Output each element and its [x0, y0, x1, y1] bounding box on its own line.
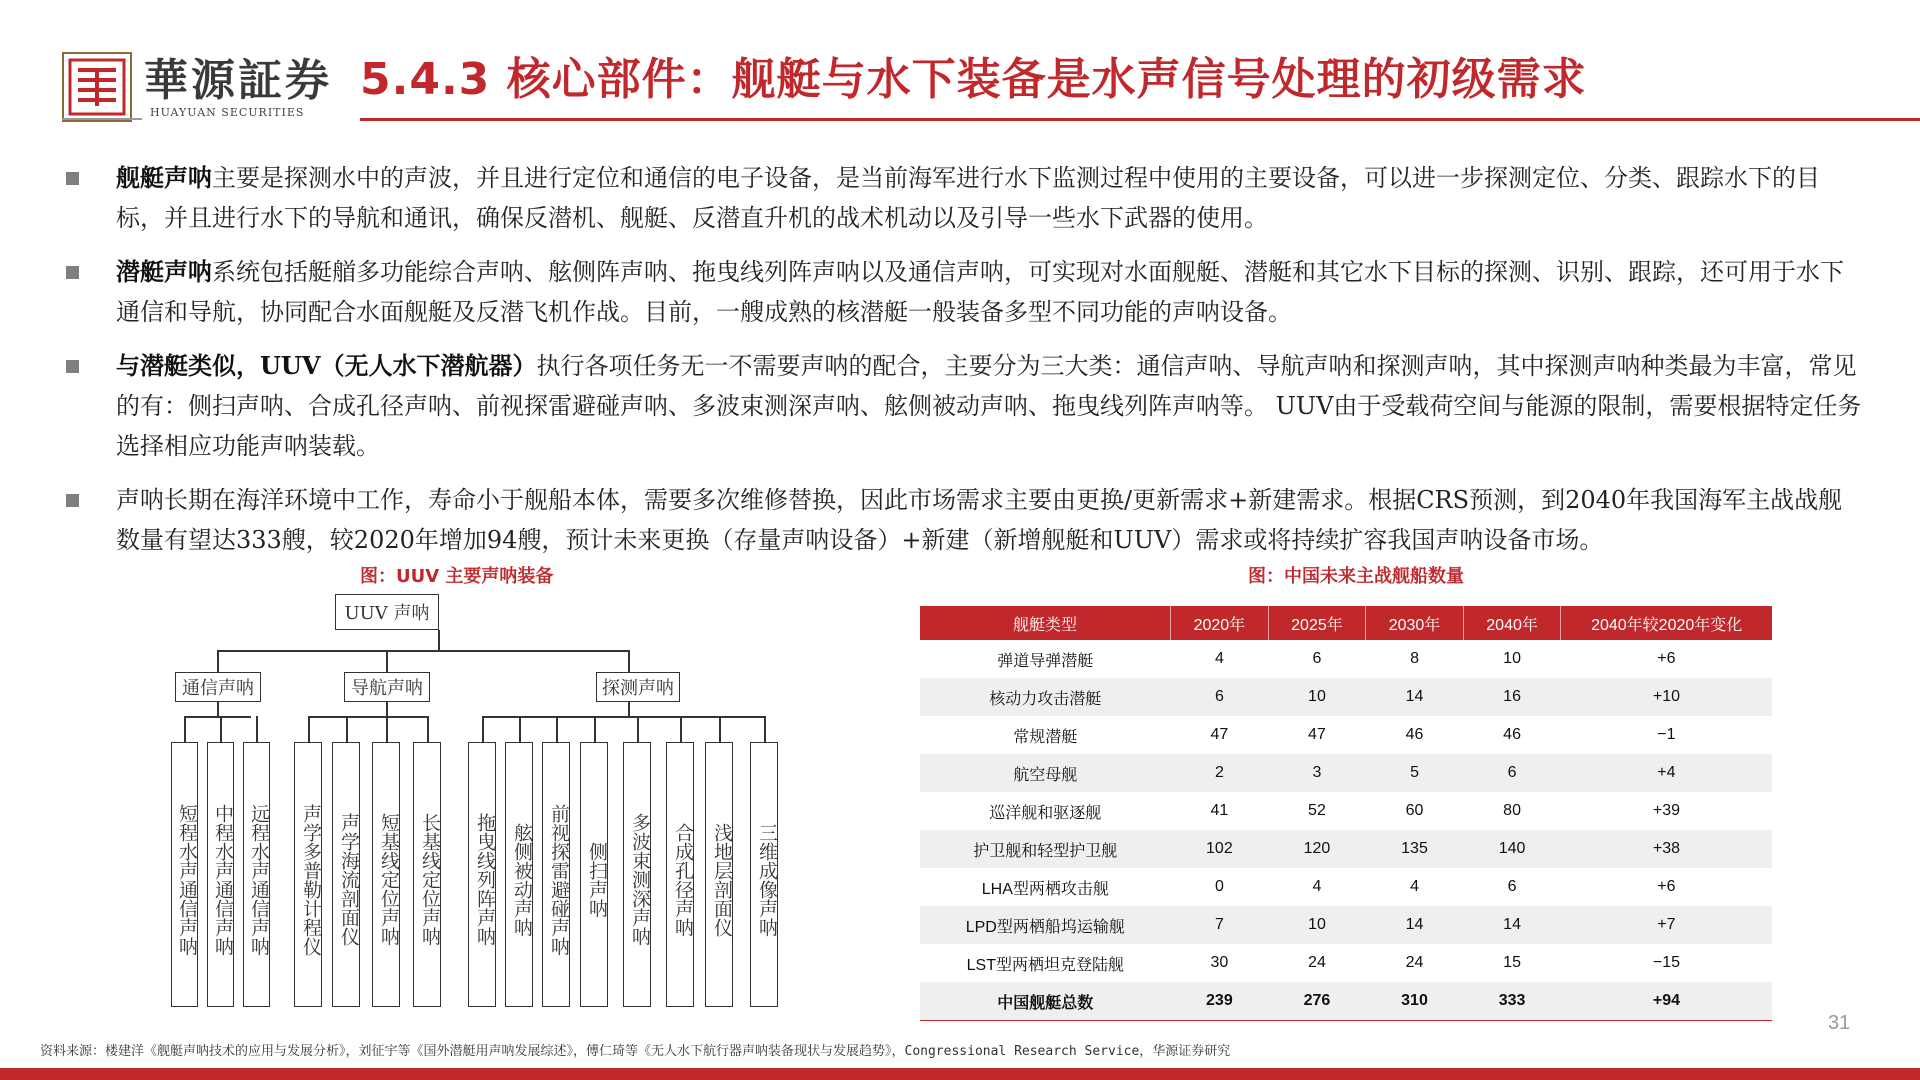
table-header-cell: 舰艇类型 [920, 606, 1171, 640]
table-cell: 4 [1214, 650, 1224, 667]
tree-connector [680, 716, 682, 742]
tree-connector [637, 716, 639, 742]
table-cell: +6 [1657, 878, 1676, 895]
table-cell: 24 [1308, 954, 1326, 971]
tree-connector [386, 716, 388, 742]
bullet-text: 执行各项任务无一不需要声呐的配合，主要分为三大类：通信声呐、导航声呐和探测声呐，其中探测声呐种类最为丰富，常见的有：侧扫声呐、合成孔径声呐、前视探雷避碰声呐、多波束测深声呐、舷侧被动声呐、拖曳线列阵声呐等。 UUV由于受载荷空间与能源的限制，需要根据特定任务选择相应功能声呐装载。 [116, 352, 1862, 460]
tree-group-node: 通信声呐 [175, 672, 261, 702]
table-cell: 14 [1366, 906, 1464, 944]
tree-leaf-node: 声学多普勒计程仪 [294, 742, 322, 1007]
tree-connector [217, 650, 219, 672]
tree-connector [386, 650, 388, 672]
bullet-item [62, 480, 1862, 560]
table-cell: 52 [1308, 802, 1326, 819]
tree-connector [628, 650, 630, 672]
tree-connector [308, 716, 428, 718]
table-header-cell: 2030年 [1366, 606, 1464, 640]
tree-connector [427, 716, 429, 742]
company-name: 華源証券 [144, 55, 332, 106]
tree-connector [556, 716, 558, 742]
table-row-label: LPD型两栖船坞运输舰 [920, 906, 1171, 944]
warship-count-table [920, 606, 1772, 1021]
table-cell: 10 [1268, 678, 1366, 716]
tree-connector [184, 716, 186, 742]
tree-connector [594, 716, 596, 742]
table-cell: 6 [1312, 650, 1322, 667]
table-header-cell: 2040年 [1463, 606, 1561, 640]
header-divider [360, 118, 1920, 121]
table-row-label: 巡洋舰和驱逐舰 [989, 804, 1102, 822]
table-cell: 102 [1171, 830, 1269, 868]
table-cell: 30 [1210, 954, 1229, 971]
figure-caption-left: 图：UUV 主要声呐装备 [360, 566, 554, 587]
table-cell: +39 [1652, 802, 1680, 819]
bullet-square-icon [66, 360, 79, 373]
table-row-label: 航空母舰 [920, 754, 1171, 792]
tree-leaf-node: 浅地层剖面仪 [705, 742, 733, 1007]
table-row [920, 792, 1772, 830]
table-row [920, 944, 1772, 982]
table-cell: 47 [1308, 726, 1326, 743]
bullet-item [62, 346, 1862, 466]
table-cell: 4 [1312, 878, 1322, 895]
table-cell: 15 [1503, 954, 1521, 971]
table-cell: 140 [1463, 830, 1561, 868]
bullet-text: 主要是探测水中的声波，并且进行定位和通信的电子设备，是当前海军进行水下监测过程中使用的主要设备，可以进一步探测定位、分类、跟踪水下的目标，并且进行水下的导航和通讯，确保反潜机、舰艇、反潜直升机的战术机动以及引导一些水下武器的使用。 [116, 164, 1820, 232]
table-body [920, 640, 1772, 1021]
table-cell: 135 [1366, 830, 1464, 868]
bullet-bold-lead: 潜艇声呐 [116, 257, 212, 286]
tree-connector [217, 702, 219, 716]
tree-connector [256, 716, 258, 742]
table-cell: 120 [1268, 830, 1366, 868]
table-row [920, 906, 1772, 944]
table-cell: 46 [1405, 726, 1424, 743]
table-cell: 6 [1507, 878, 1517, 895]
table-header-cell: 2040年较2020年变化 [1561, 606, 1772, 640]
tree-leaf-node: 舷侧被动声呐 [505, 742, 533, 1007]
bullet-item [62, 158, 1862, 238]
table-cell: +94 [1561, 982, 1772, 1021]
table-cell: 24 [1405, 954, 1424, 971]
table-cell: 80 [1503, 802, 1521, 819]
table-cell: 46 [1503, 726, 1521, 743]
tree-leaf-node: 中程水声通信声呐 [207, 742, 234, 1007]
bullet-square-icon [66, 172, 79, 185]
bullet-text: 系统包括艇艏多功能综合声呐、舷侧阵声呐、拖曳线列阵声呐以及通信声呐，可实现对水面舰艇、潜艇和其它水下目标的探测、识别、跟踪，还可用于水下通信和导航，协同配合水面舰艇及反潜飞机作战。目前，一艘成熟的核潜艇一般装备多型不同功能的声呐设备。 [116, 258, 1844, 326]
table-header-cell: 2020年 [1171, 606, 1269, 640]
table-cell: +38 [1561, 830, 1772, 868]
tree-connector [628, 702, 630, 716]
bullet-item [62, 252, 1862, 332]
tree-leaf-node: 侧扫声呐 [580, 742, 608, 1007]
table-cell: 14 [1463, 906, 1561, 944]
tree-leaf-node: 多波束测深声呐 [623, 742, 651, 1007]
table-row-label: 核动力攻击潜艇 [920, 678, 1171, 716]
table-cell: −15 [1652, 954, 1680, 971]
table-cell: 6 [1463, 754, 1561, 792]
bullet-square-icon [66, 266, 79, 279]
table-cell: 2 [1171, 754, 1269, 792]
table-cell: 276 [1268, 982, 1366, 1021]
table-cell: 16 [1463, 678, 1561, 716]
table-cell: 41 [1210, 802, 1229, 819]
source-note: 资料来源：楼建洋《舰艇声呐技术的应用与发展分析》，刘征宇等《国外潜艇用声呐发展综述》，傅仁琦等《无人水下航行器声呐装备现状与发展趋势》，Congressional Research Service，华源证券研究 [40, 1044, 1231, 1059]
table-row-label: 弹道导弹潜艇 [997, 652, 1094, 670]
table-row [920, 640, 1772, 678]
table-cell: 310 [1366, 982, 1464, 1021]
table-row [920, 678, 1772, 716]
tree-root-node: UUV 声呐 [335, 594, 439, 630]
tree-connector [719, 716, 721, 742]
table-row [920, 754, 1772, 792]
tree-connector [438, 630, 440, 650]
tree-connector [308, 716, 310, 742]
table-cell: +4 [1561, 754, 1772, 792]
tree-leaf-node: 声学海流剖面仪 [332, 742, 360, 1007]
tree-connector [519, 716, 521, 742]
table-cell: +7 [1561, 906, 1772, 944]
tree-leaf-node: 合成孔径声呐 [666, 742, 694, 1007]
table-cell: 0 [1214, 878, 1224, 895]
bullet-square-icon [66, 494, 79, 507]
table-cell: 10 [1268, 906, 1366, 944]
table-row [920, 868, 1772, 906]
table-cell: −1 [1657, 726, 1676, 743]
table-row [920, 830, 1772, 868]
table-cell: 60 [1405, 802, 1424, 819]
footer-bar [0, 1068, 1920, 1080]
table-cell: +10 [1561, 678, 1772, 716]
table-cell: 8 [1410, 650, 1419, 667]
table-cell: 333 [1463, 982, 1561, 1021]
table-cell: 6 [1171, 678, 1269, 716]
table-cell: 5 [1366, 754, 1464, 792]
company-name-en: HUAYUAN SECURITIES [150, 106, 305, 119]
table-row-label: LST型两栖坦克登陆舰 [966, 956, 1124, 974]
tree-connector [386, 702, 388, 716]
tree-leaf-node: 短程水声通信声呐 [171, 742, 198, 1007]
table-cell: +6 [1657, 650, 1676, 667]
figure-caption-right: 图：中国未来主战舰船数量 [1248, 566, 1464, 587]
page-number: 31 [1828, 1012, 1851, 1034]
header-divider-left [62, 118, 142, 120]
table-cell: 239 [1171, 982, 1269, 1021]
bullet-bold-lead: 与潜艇类似，UUV（无人水下潜航器） [116, 351, 537, 380]
tree-leaf-node: 前视探雷避碰声呐 [542, 742, 570, 1007]
table-header-row [920, 606, 1772, 640]
tree-leaf-node: 三维成像声呐 [750, 742, 778, 1007]
table-cell: 4 [1410, 878, 1419, 895]
tree-connector [220, 716, 222, 742]
table-cell: 10 [1503, 650, 1521, 667]
table-header-cell: 2025年 [1268, 606, 1366, 640]
table-cell: 3 [1268, 754, 1366, 792]
tree-group-node: 探测声呐 [596, 672, 680, 702]
tree-leaf-node: 短基线定位声呐 [372, 742, 400, 1007]
table-cell: 7 [1171, 906, 1269, 944]
tree-connector [217, 650, 629, 652]
uuv-sonar-tree-diagram [160, 590, 790, 1020]
tree-leaf-node: 长基线定位声呐 [413, 742, 441, 1007]
table-row-label: 中国舰艇总数 [920, 982, 1171, 1021]
bullet-list [62, 158, 1862, 574]
table-cell: 14 [1366, 678, 1464, 716]
table-row [920, 716, 1772, 754]
tree-connector [482, 716, 484, 742]
table-row [920, 982, 1772, 1021]
table-row-label: 护卫舰和轻型护卫舰 [920, 830, 1171, 868]
tree-leaf-node: 拖曳线列阵声呐 [468, 742, 496, 1007]
tree-group-node: 导航声呐 [344, 672, 430, 702]
tree-connector [346, 716, 348, 742]
bullet-bold-lead: 舰艇声呐 [116, 163, 212, 192]
page-title: 5.4.3 核心部件：舰艇与水下装备是水声信号处理的初级需求 [360, 54, 1587, 105]
table-row-label: 常规潜艇 [1013, 728, 1078, 746]
company-logo-emblem [62, 52, 132, 122]
tree-leaf-node: 远程水声通信声呐 [243, 742, 270, 1007]
table-cell: 47 [1210, 726, 1229, 743]
tree-connector [184, 716, 251, 718]
bullet-text: 声呐长期在海洋环境中工作，寿命小于舰船本体，需要多次维修替换，因此市场需求主要由更换/更新需求+新建需求。根据CRS预测，到2040年我国海军主战战舰数量有望达333艘，较2020年增加94艘，预计未来更换（存量声呐设备）+新建（新增舰艇和UUV）需求或将持续扩容我国声呐设备市场。 [116, 486, 1843, 554]
table-row-label: LHA型两栖攻击舰 [981, 880, 1109, 898]
tree-connector [764, 716, 766, 742]
tree-connector [482, 716, 765, 718]
